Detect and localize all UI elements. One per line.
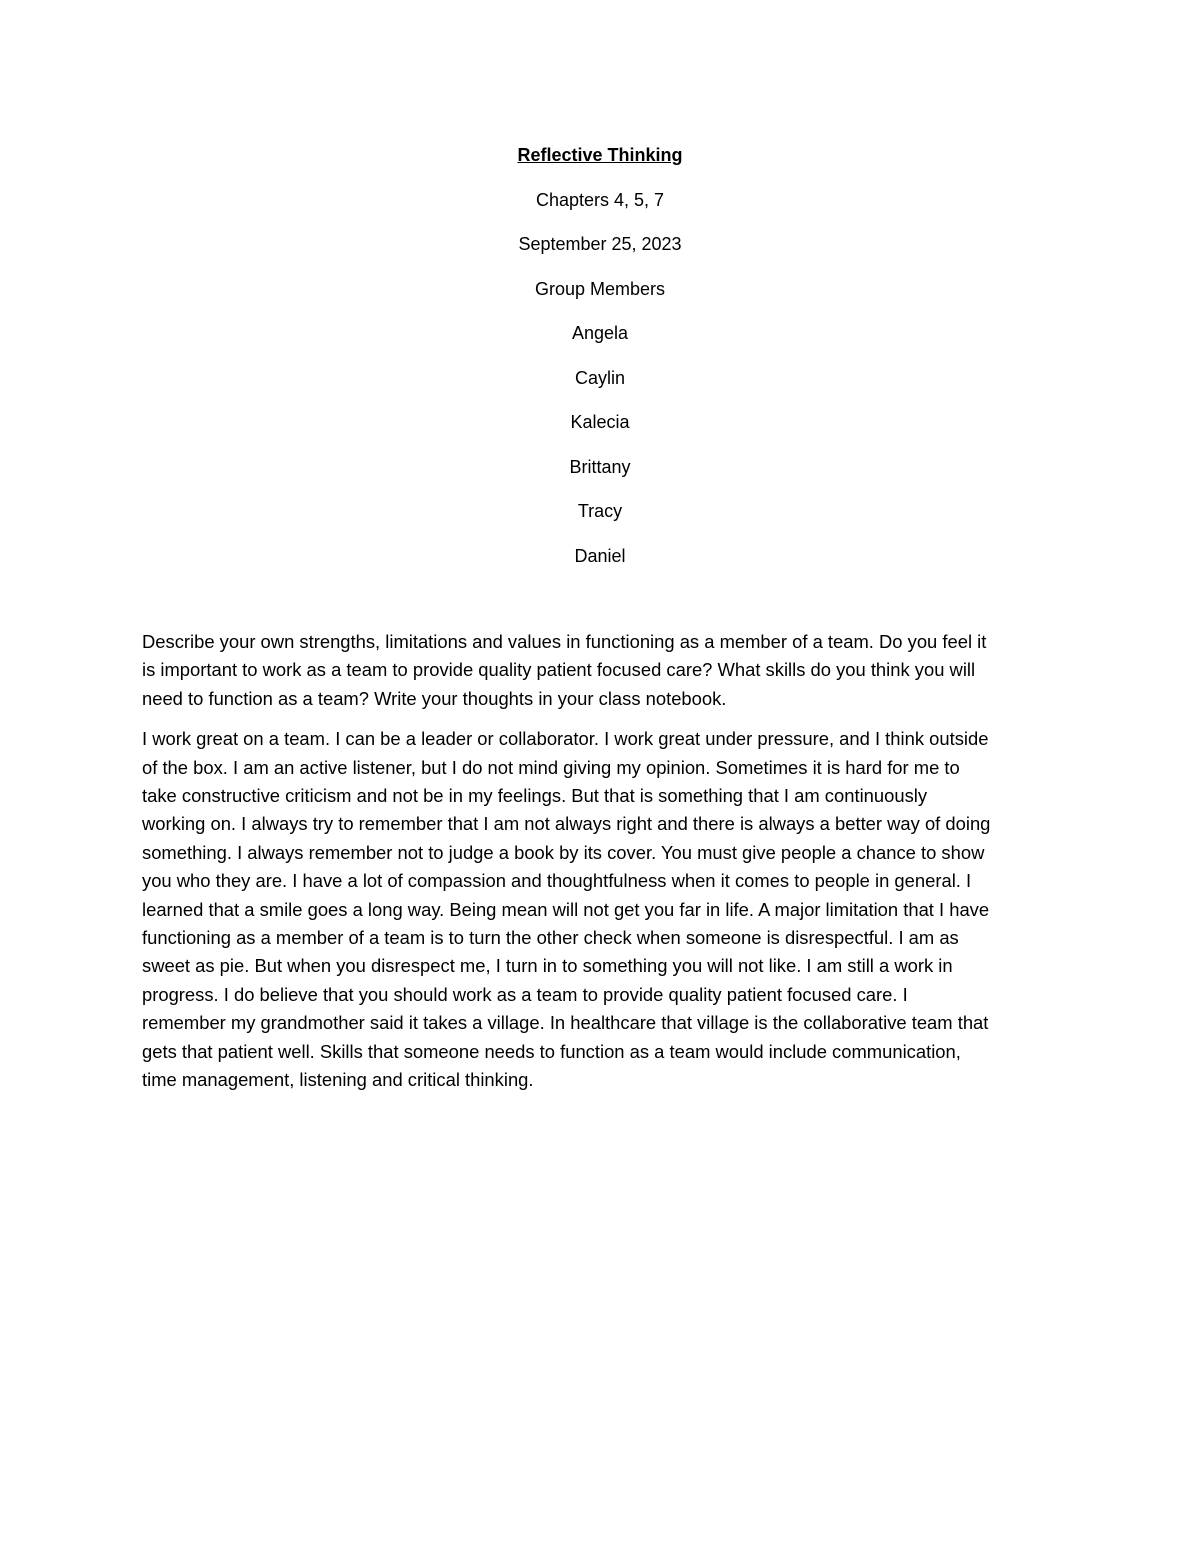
response-line: learned that a smile goes a long way. Being mean will not get you far in life. A major limitation that I have (142, 898, 990, 920)
response-line: I work great on a team. I can be a leader or collaborator. I work great under pressure, and I think outside (142, 728, 989, 750)
prompt-line: is important to work as a team to provide quality patient focused care? What skills do you think you will (142, 659, 976, 681)
response-line: time management, listening and critical thinking. (142, 1069, 534, 1091)
response-line: take constructive criticism and not be in my feelings. But that is something that I am continuously (142, 785, 928, 807)
member-name: Caylin (574, 367, 626, 388)
response-line: working on. I always try to remember that I am not always right and there is always a better way of doing (142, 813, 991, 835)
response-line: remember my grandmother said it takes a village. In healthcare that village is the collaborative team that (142, 1012, 989, 1034)
response-paragraph (142, 725, 1062, 1094)
prompt-line: need to function as a team? Write your thoughts in your class notebook. (142, 687, 727, 709)
response-line: sweet as pie. But when you disrespect me, I turn in to something you will not like. I am still a work in (142, 955, 953, 977)
date-line: September 25, 2023 (518, 234, 682, 254)
document-title: Reflective Thinking (517, 145, 683, 165)
member-name: Brittany (569, 456, 631, 477)
document-body (142, 628, 1062, 1107)
member-name: Angela (571, 323, 629, 343)
member-name: Tracy (577, 501, 623, 521)
prompt-line: Describe your own strengths, limitations and values in functioning as a member of a team. Do you feel it (142, 631, 987, 652)
group-members-heading: Group Members (534, 278, 666, 299)
member-name: Daniel (574, 545, 626, 566)
response-line: gets that patient well. Skills that someone needs to function as a team would include communication, (142, 1040, 961, 1062)
member-name: Kalecia (570, 412, 630, 432)
document-header (0, 143, 1200, 588)
response-line: you who they are. I have a lot of compassion and thoughtfulness when it comes to people in general. I (142, 870, 972, 892)
response-line: of the box. I am an active listener, but I do not mind giving my opinion. Sometimes it is hard for me to (142, 756, 960, 778)
prompt-paragraph (142, 628, 1062, 713)
chapters-line: Chapters 4, 5, 7 (535, 189, 665, 210)
response-line: something. I always remember not to judge a book by its cover. You must give people a chance to show (142, 841, 985, 863)
response-line: functioning as a member of a team is to turn the other check when someone is disrespectful. I am as (142, 927, 959, 949)
response-line: progress. I do believe that you should work as a team to provide quality patient focused care. I (142, 983, 908, 1005)
